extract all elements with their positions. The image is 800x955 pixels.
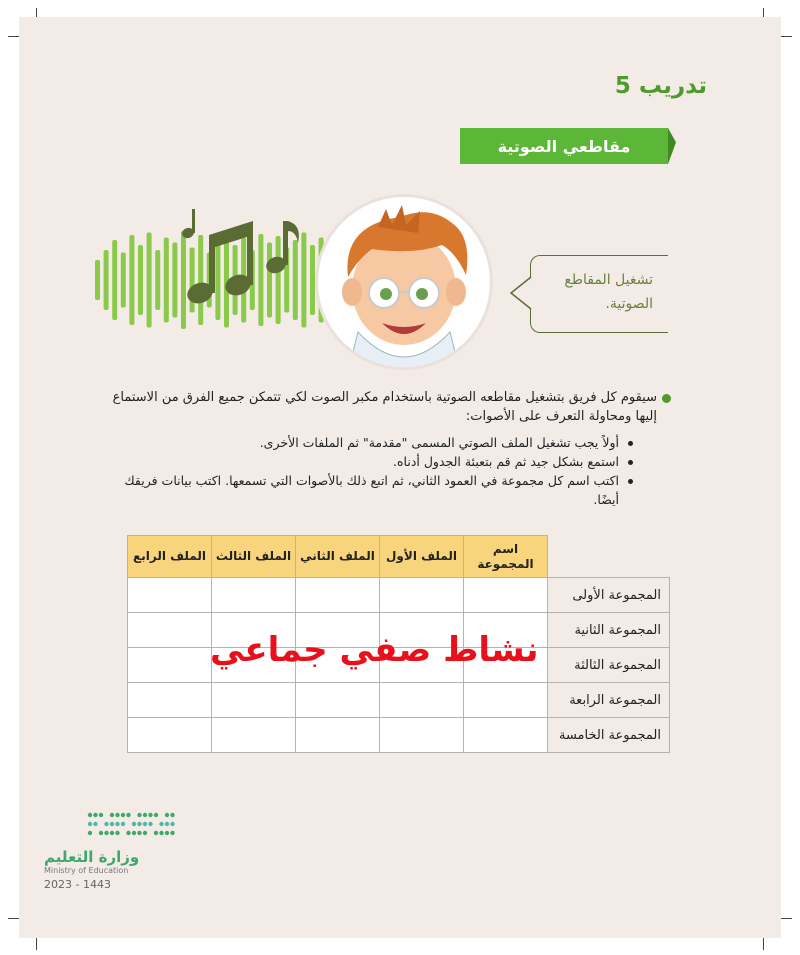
table-cell[interactable]: [212, 683, 296, 718]
logo-dot: [165, 822, 169, 826]
bullet-icon: [662, 394, 671, 403]
table-corner: [548, 536, 670, 578]
row-header: المجموعة الأولى: [548, 578, 670, 613]
logo-dot: [88, 831, 92, 835]
row-header: المجموعة الثالثة: [548, 648, 670, 683]
logo-dot: [170, 813, 174, 817]
logo-dot: [93, 822, 97, 826]
logo-dot: [154, 813, 158, 817]
wave-bar: [95, 260, 100, 300]
logo-dot: [143, 813, 147, 817]
activity-stamp: نشاط صفي جماعي: [210, 630, 539, 670]
table-cell[interactable]: [380, 683, 464, 718]
table-cell[interactable]: [128, 613, 212, 648]
table-cell[interactable]: [296, 578, 380, 613]
music-note-icon: [180, 205, 310, 310]
logo-dot: [126, 813, 130, 817]
table-cell[interactable]: [296, 683, 380, 718]
row-header: المجموعة الخامسة: [548, 718, 670, 753]
logo-dot: [165, 831, 169, 835]
wave-bar: [310, 245, 315, 315]
table-header-row: [128, 536, 670, 578]
row-header: المجموعة الثانية: [548, 613, 670, 648]
ministry-name-en: Ministry of Education: [44, 866, 129, 875]
logo-dot: [104, 831, 108, 835]
table-cell[interactable]: [128, 683, 212, 718]
table-cell[interactable]: [464, 683, 548, 718]
boy-avatar-icon: [318, 197, 490, 367]
instructions-list: [115, 433, 635, 509]
table-cell[interactable]: [380, 718, 464, 753]
logo-dot: [126, 831, 130, 835]
logo-dot: [137, 831, 141, 835]
wave-bar: [121, 253, 126, 308]
logo-dot: [104, 822, 108, 826]
table-cell[interactable]: [464, 718, 548, 753]
ministry-name-ar: وزارة التعليم: [44, 848, 140, 866]
edition-year: 2023 - 1443: [44, 878, 111, 891]
logo-dot: [137, 822, 141, 826]
column-header: الملف الثاني: [296, 536, 380, 578]
table-cell[interactable]: [128, 648, 212, 683]
wave-bar: [129, 235, 134, 325]
column-header: الملف الثالث: [212, 536, 296, 578]
table-cell[interactable]: [128, 718, 212, 753]
logo-dot: [121, 822, 125, 826]
page-title: تدريب 5: [614, 73, 707, 99]
wave-bar: [104, 250, 109, 310]
logo-dot: [154, 831, 158, 835]
logo-dot: [132, 822, 136, 826]
logo-dot: [165, 813, 169, 817]
wave-bar: [147, 233, 152, 328]
list-item: استمع بشكل جيد ثم قم بتعبئة الجدول أدناه.: [115, 452, 635, 471]
logo-dot: [170, 831, 174, 835]
logo-dot: [88, 822, 92, 826]
column-header: اسم المجموعة: [464, 536, 548, 578]
logo-dot: [88, 813, 92, 817]
table-row: [128, 683, 670, 718]
logo-dot: [121, 813, 125, 817]
wave-bar: [138, 245, 143, 315]
logo-dot: [110, 831, 114, 835]
logo-dot: [110, 813, 114, 817]
wave-bar: [112, 240, 117, 320]
logo-dot: [137, 813, 141, 817]
logo-dot: [115, 831, 119, 835]
logo-dot: [148, 813, 152, 817]
logo-dot: [99, 813, 103, 817]
logo-dot: [143, 831, 147, 835]
row-header: المجموعة الرابعة: [548, 683, 670, 718]
section-banner: مقاطعي الصوتية: [460, 128, 668, 164]
table-cell[interactable]: [128, 578, 212, 613]
list-item: أولاً يجب تشغيل الملف الصوتي المسمى "مقدمة" ثم الملفات الأخرى.: [115, 433, 635, 452]
logo-dot: [110, 822, 114, 826]
ministry-logo-icon: [86, 810, 178, 840]
list-item: اكتب اسم كل مجموعة في العمود الثاني، ثم اتبع ذلك بالأصوات التي تسمعها. اكتب بيانات فريقك أيضًا.: [115, 471, 635, 509]
logo-dot: [143, 822, 147, 826]
speech-bubble-text: تشغيل المقاطع الصوتية.: [564, 272, 653, 312]
logo-dot: [115, 822, 119, 826]
table-cell[interactable]: [212, 578, 296, 613]
table-row: [128, 718, 670, 753]
instructions-text: سيقوم كل فريق بتشغيل مقاطعه الصوتية باستخدام مكبر الصوت لكي تتمكن جميع الفرق من الاستماع إليها ومحاولة التعرف على الأصوات:: [112, 390, 657, 424]
logo-dot: [148, 822, 152, 826]
wave-bar: [155, 250, 160, 310]
logo-dot: [170, 822, 174, 826]
table-cell[interactable]: [212, 718, 296, 753]
logo-dot: [99, 831, 103, 835]
table-row: [128, 578, 670, 613]
table-cell[interactable]: [296, 718, 380, 753]
wave-bar: [172, 243, 177, 318]
table-cell[interactable]: [380, 578, 464, 613]
logo-dot: [159, 831, 163, 835]
column-header: الملف الأول: [380, 536, 464, 578]
bubble-tail-icon: [509, 275, 533, 311]
logo-dot: [159, 822, 163, 826]
logo-dot: [132, 831, 136, 835]
logo-dot: [93, 813, 97, 817]
logo-dot: [115, 813, 119, 817]
table-cell[interactable]: [464, 578, 548, 613]
wave-bar: [164, 238, 169, 323]
column-header: الملف الرابع: [128, 536, 212, 578]
